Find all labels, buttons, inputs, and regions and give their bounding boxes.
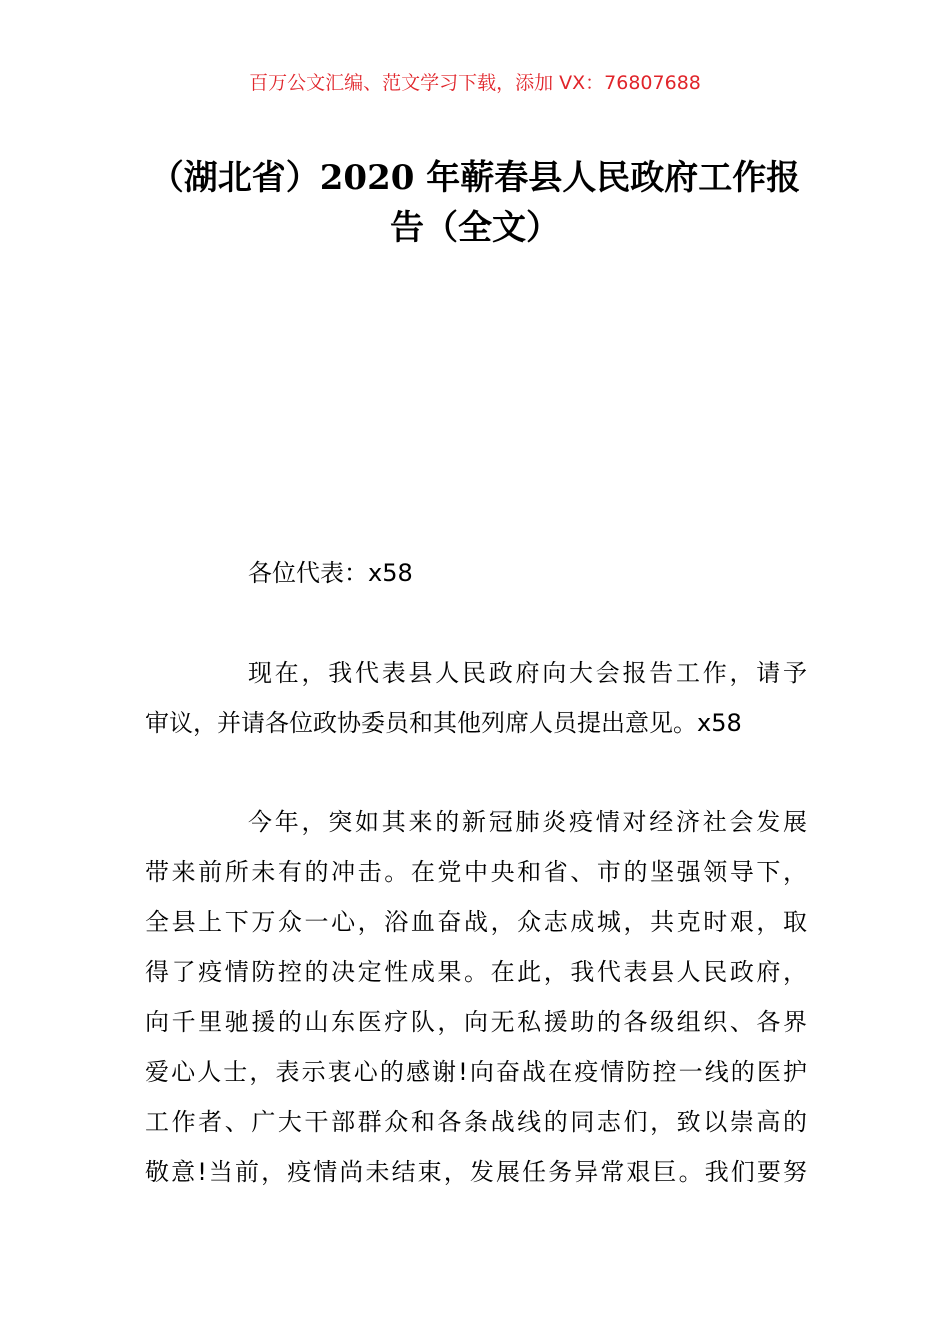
paragraph-2-line: 爱心人士，表示衷心的感谢!向奋战在疫情防控一线的医护 xyxy=(145,1058,807,1086)
paragraph-2-line: 得了疫情防控的决定性成果。在此，我代表县人民政府， xyxy=(145,958,807,986)
document-title-line-2: 告（全文） xyxy=(390,208,560,248)
paragraph-2-line: 工作者、广大干部群众和各条战线的同志们，致以崇高的 xyxy=(145,1108,807,1136)
paragraph-2-line: 向千里驰援的山东医疗队，向无私援助的各级组织、各界 xyxy=(145,1008,807,1036)
paragraph-1-line: 审议，并请各位政协委员和其他列席人员提出意见。x58 xyxy=(145,709,742,737)
paragraph-1-line: 现在，我代表县人民政府向大会报告工作，请予 xyxy=(248,659,807,687)
document-title-line-1: （湖北省）2020 年蕲春县人民政府工作报 xyxy=(149,158,801,198)
paragraph-2-line: 敬意!当前，疫情尚未结束，发展任务异常艰巨。我们要努 xyxy=(145,1158,807,1186)
paragraph-2-line: 全县上下万众一心，浴血奋战，众志成城，共克时艰，取 xyxy=(145,908,807,936)
paragraph-2-line: 今年，突如其来的新冠肺炎疫情对经济社会发展 xyxy=(248,808,807,836)
download-banner: 百万公文汇编、范文学习下载，添加 VX：76807688 xyxy=(249,72,701,94)
salutation: 各位代表：x58 xyxy=(248,559,413,587)
paragraph-2-line: 带来前所未有的冲击。在党中央和省、市的坚强领导下， xyxy=(145,858,807,886)
